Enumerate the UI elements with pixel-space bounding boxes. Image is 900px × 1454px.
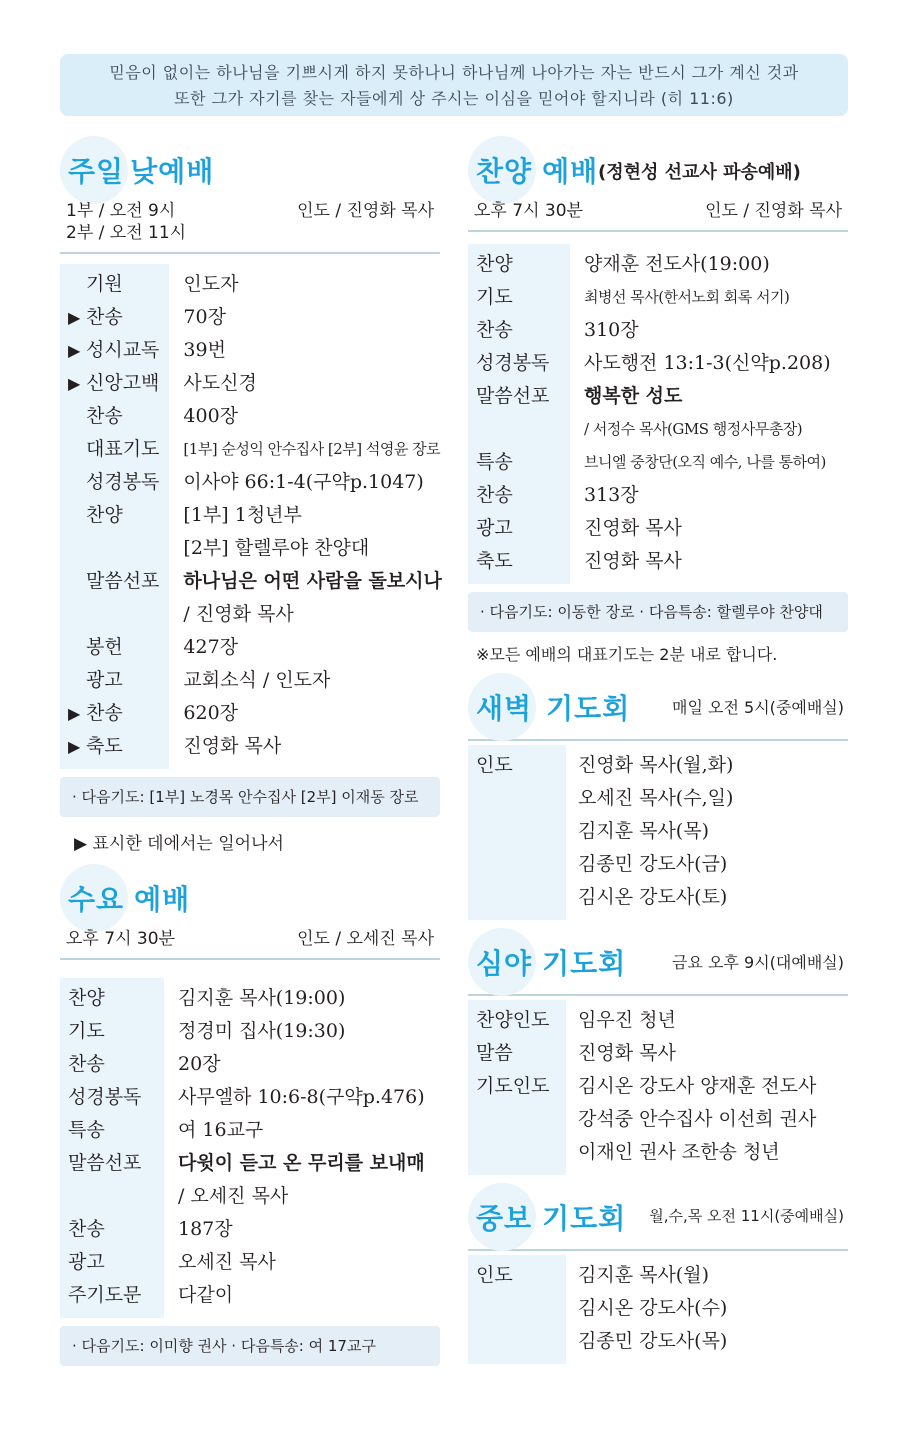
order-label bbox=[60, 1213, 164, 1246]
order-value: 187장 bbox=[178, 1218, 233, 1240]
order-value: 김종민 강도사(목) bbox=[578, 1330, 728, 1352]
order-label bbox=[60, 1246, 164, 1279]
order-value: 강석중 안수집사 이선희 권사 bbox=[578, 1108, 817, 1130]
order-value: 하나님은 어떤 사람을 돌보시나 bbox=[183, 570, 442, 592]
order-value: 사도신경 bbox=[183, 372, 257, 394]
order-label bbox=[60, 499, 169, 532]
order-value: 최병선 목사(한서노회 회록 서기) bbox=[584, 288, 790, 306]
order-label bbox=[60, 565, 169, 598]
order-label-text: 광고 bbox=[68, 1251, 105, 1273]
order-label-text: 축도 bbox=[86, 735, 123, 757]
order-label bbox=[60, 1048, 164, 1081]
order-label-text: 찬양인도 bbox=[476, 1009, 550, 1031]
order-label bbox=[468, 545, 570, 578]
sunday-service-title: 주일 낮예배 bbox=[68, 155, 215, 188]
order-label bbox=[60, 532, 169, 565]
wednesday-service-header bbox=[58, 860, 440, 922]
order-label-text: 대표기도 bbox=[86, 438, 160, 460]
order-label-text: 특송 bbox=[476, 451, 513, 473]
order-label bbox=[60, 1015, 164, 1048]
order-label bbox=[60, 466, 169, 499]
order-label-text: 성경봉독 bbox=[68, 1086, 142, 1108]
order-value: 사무엘하 10:6-8(구약p.476) bbox=[178, 1086, 425, 1108]
order-label-text: 성시교독 bbox=[86, 339, 160, 361]
order-label bbox=[468, 281, 570, 314]
order-label-text: 말씀선포 bbox=[68, 1152, 142, 1174]
order-value: [1부] 순성익 안수집사 [2부] 석영윤 장로 bbox=[183, 440, 441, 458]
sunday-time-2: 2부 / 오전 11시 bbox=[66, 223, 187, 243]
praise-service-header bbox=[466, 132, 848, 194]
order-label-text: 성경봉독 bbox=[86, 471, 160, 493]
order-label bbox=[60, 664, 169, 697]
order-label bbox=[60, 268, 169, 301]
order-label-text: 찬송 bbox=[68, 1053, 105, 1075]
order-value: 김지훈 목사(월) bbox=[578, 1264, 709, 1286]
praise-service-subtitle: (정현성 선교사 파송예배) bbox=[598, 162, 801, 183]
order-label-text: 봉헌 bbox=[86, 636, 123, 658]
night-prayer-title: 심야 기도회 bbox=[476, 947, 627, 980]
order-value: 이재인 권사 조한송 청년 bbox=[578, 1141, 780, 1163]
night-prayer-header bbox=[466, 924, 848, 986]
order-label-text: 광고 bbox=[86, 669, 123, 691]
order-label-text: 기원 bbox=[86, 273, 123, 295]
order-label bbox=[60, 301, 169, 334]
order-value: 행복한 성도 bbox=[584, 385, 683, 407]
order-label bbox=[60, 1081, 164, 1114]
order-label-text: 축도 bbox=[476, 550, 513, 572]
order-label bbox=[60, 1114, 164, 1147]
praise-order-labels bbox=[468, 244, 570, 584]
order-value: 진영화 목사 bbox=[584, 517, 682, 539]
intercession-prayer-title: 중보 기도회 bbox=[476, 1202, 627, 1235]
order-label-text: 찬양 bbox=[86, 504, 123, 526]
order-label-text: 찬송 bbox=[86, 306, 123, 328]
order-value: 다윗이 듣고 온 무리를 보내매 bbox=[178, 1152, 425, 1174]
order-value: [1부] 1청년부 bbox=[183, 504, 302, 526]
order-label-text: 기도 bbox=[476, 286, 513, 308]
order-label bbox=[60, 730, 169, 763]
order-value: 김시온 강도사(수) bbox=[578, 1297, 728, 1319]
order-label-text: 말씀선포 bbox=[86, 570, 160, 592]
sunday-leader: 인도 / 진영화 목사 bbox=[297, 201, 434, 221]
order-label bbox=[468, 347, 570, 380]
intercession-order-values bbox=[566, 1255, 848, 1364]
night-order bbox=[468, 1000, 848, 1175]
order-value: 사도행전 13:1-3(신약p.208) bbox=[584, 352, 831, 374]
praise-order-values bbox=[570, 244, 848, 584]
order-value: 이사야 66:1-4(구약p.1047) bbox=[183, 471, 424, 493]
order-value: 인도자 bbox=[183, 273, 239, 295]
order-value: 39번 bbox=[183, 339, 226, 361]
stand-arrow-icon: ▶ bbox=[68, 737, 81, 756]
dawn-order bbox=[468, 745, 848, 920]
wednesday-time: 오후 7시 30분 bbox=[66, 929, 175, 949]
order-label bbox=[468, 479, 570, 512]
order-label-text: 광고 bbox=[476, 517, 513, 539]
intercession-order-labels bbox=[468, 1255, 566, 1364]
order-value: 임우진 청년 bbox=[578, 1009, 676, 1031]
dawn-order-values bbox=[566, 745, 848, 920]
order-label-text: 특송 bbox=[68, 1119, 105, 1141]
sunday-service-header bbox=[58, 132, 440, 194]
order-label bbox=[468, 380, 570, 413]
order-label bbox=[60, 433, 169, 466]
wednesday-time-info bbox=[60, 922, 440, 960]
dawn-prayer-header bbox=[466, 669, 848, 731]
order-value: 여 16교구 bbox=[178, 1119, 264, 1141]
order-label bbox=[468, 749, 566, 782]
scripture-verse bbox=[60, 54, 848, 116]
order-label bbox=[468, 314, 570, 347]
prayer-time-remark: ※모든 예배의 대표기도는 2분 내로 합니다. bbox=[476, 645, 778, 664]
intercession-prayer-time: 월,수,목 오전 11시(중예배실) bbox=[649, 1207, 844, 1225]
order-value: 김종민 강도사(금) bbox=[578, 853, 728, 875]
order-label-text: 신앙고백 bbox=[86, 372, 160, 394]
intercession-prayer-header bbox=[466, 1179, 848, 1241]
order-value: 교회소식 / 인도자 bbox=[183, 669, 331, 691]
praise-time-info bbox=[468, 194, 848, 232]
order-label-text: 말씀선포 bbox=[476, 385, 550, 407]
sunday-next-prayer: · 다음기도: [1부] 노경목 안수집사 [2부] 이재동 장로 bbox=[60, 777, 440, 817]
order-label bbox=[468, 413, 570, 446]
order-label bbox=[60, 367, 169, 400]
order-value: / 오세진 목사 bbox=[178, 1185, 289, 1207]
sunday-time-1: 1부 / 오전 9시 bbox=[66, 201, 176, 221]
night-order-values bbox=[566, 1000, 848, 1175]
dawn-order-labels bbox=[468, 745, 566, 920]
order-value: [2부] 할렐루야 찬양대 bbox=[183, 537, 370, 559]
dawn-prayer-title: 새벽 기도회 bbox=[476, 692, 631, 725]
order-value: 양재훈 전도사(19:00) bbox=[584, 253, 770, 275]
wednesday-order bbox=[60, 978, 440, 1318]
night-prayer-time: 금요 오후 9시(대예배실) bbox=[672, 953, 844, 972]
night-order-labels bbox=[468, 1000, 566, 1175]
order-value: 진영화 목사 bbox=[584, 550, 682, 572]
order-label-text: 말씀 bbox=[476, 1042, 513, 1064]
praise-order bbox=[468, 244, 848, 584]
order-label bbox=[60, 334, 169, 367]
order-label bbox=[468, 1070, 566, 1103]
praise-leader: 인도 / 진영화 목사 bbox=[705, 201, 842, 221]
right-column bbox=[468, 132, 848, 1364]
left-column bbox=[60, 132, 440, 1366]
order-label-text: 찬송 bbox=[476, 319, 513, 341]
sunday-order-values bbox=[169, 264, 441, 769]
order-value: / 진영화 목사 bbox=[183, 603, 294, 625]
order-label bbox=[60, 982, 164, 1015]
order-value: 313장 bbox=[584, 484, 639, 506]
order-value: 오세진 목사 bbox=[178, 1251, 276, 1273]
order-label bbox=[468, 1037, 566, 1070]
order-label-text: 찬양 bbox=[476, 253, 513, 275]
stand-arrow-icon: ▶ bbox=[68, 308, 81, 327]
order-label bbox=[60, 631, 169, 664]
order-label bbox=[60, 1180, 164, 1213]
praise-time: 오후 7시 30분 bbox=[474, 201, 583, 221]
order-label-text: 인도 bbox=[476, 1264, 513, 1286]
verse-line-1: 믿음이 없이는 하나님을 기쁘시게 하지 못하나니 하나님께 나아가는 자는 반드시 그가 계신 것과 bbox=[109, 63, 799, 82]
order-value: 620장 bbox=[183, 702, 239, 724]
order-value: 브니엘 중창단(오직 예수, 나를 통하여) bbox=[584, 453, 826, 471]
order-label bbox=[468, 1259, 566, 1292]
order-label bbox=[60, 697, 169, 730]
order-label-text: 인도 bbox=[476, 754, 513, 776]
order-label bbox=[468, 446, 570, 479]
order-value: 오세진 목사(수,일) bbox=[578, 787, 734, 809]
order-label-text: 찬송 bbox=[86, 405, 123, 427]
order-value: 진영화 목사 bbox=[578, 1042, 676, 1064]
standing-remark: ▶ 표시한 데에서는 일어나서 bbox=[74, 834, 284, 854]
order-value: 다같이 bbox=[178, 1284, 234, 1306]
wednesday-order-values bbox=[164, 978, 440, 1318]
order-value: / 서정수 목사(GMS 행정사무총장) bbox=[584, 420, 803, 438]
wednesday-leader: 인도 / 오세진 목사 bbox=[297, 929, 434, 949]
order-label-text: 기도인도 bbox=[476, 1075, 550, 1097]
wednesday-service-title: 수요 예배 bbox=[68, 883, 191, 916]
order-value: 김시온 강도사(토) bbox=[578, 886, 728, 908]
order-value: 310장 bbox=[584, 319, 639, 341]
order-label bbox=[60, 1279, 164, 1312]
order-value: 진영화 목사(월,화) bbox=[578, 754, 734, 776]
verse-line-2: 또한 그가 자기를 찾는 자들에게 상 주시는 이심을 믿어야 할지니라 (히 11:6) bbox=[174, 89, 734, 108]
sunday-order bbox=[60, 264, 440, 769]
order-label bbox=[468, 512, 570, 545]
order-label-text: 기도 bbox=[68, 1020, 105, 1042]
order-label-text: 찬송 bbox=[68, 1218, 105, 1240]
stand-arrow-icon: ▶ bbox=[68, 341, 81, 360]
order-value: 김시온 강도사 양재훈 전도사 bbox=[578, 1075, 817, 1097]
order-value: 김지훈 목사(목) bbox=[578, 820, 709, 842]
order-value: 70장 bbox=[183, 306, 226, 328]
order-value: 김지훈 목사(19:00) bbox=[178, 987, 346, 1009]
praise-next-prayer: · 다음기도: 이동한 장로 · 다음특송: 할렐루야 찬양대 bbox=[468, 592, 848, 632]
order-value: 20장 bbox=[178, 1053, 221, 1075]
order-label bbox=[468, 248, 570, 281]
order-label bbox=[60, 598, 169, 631]
intercession-order bbox=[468, 1255, 848, 1364]
order-label bbox=[468, 1103, 566, 1136]
praise-service-title: 찬양 예배 bbox=[476, 155, 599, 188]
stand-arrow-icon: ▶ bbox=[68, 704, 81, 723]
order-value: 진영화 목사 bbox=[183, 735, 282, 757]
stand-arrow-icon: ▶ bbox=[68, 374, 81, 393]
order-label bbox=[468, 1004, 566, 1037]
order-value: 427장 bbox=[183, 636, 239, 658]
order-value: 400장 bbox=[183, 405, 239, 427]
wednesday-next-prayer: · 다음기도: 이미향 권사 · 다음특송: 여 17교구 bbox=[60, 1326, 440, 1366]
order-label-text: 주기도문 bbox=[68, 1284, 142, 1306]
order-value: 정경미 집사(19:30) bbox=[178, 1020, 346, 1042]
order-label bbox=[468, 1136, 566, 1169]
wednesday-order-labels bbox=[60, 978, 164, 1318]
order-label bbox=[60, 400, 169, 433]
sunday-time-info bbox=[60, 194, 440, 254]
order-label bbox=[60, 1147, 164, 1180]
order-label-text: 찬송 bbox=[476, 484, 513, 506]
order-label-text: 성경봉독 bbox=[476, 352, 550, 374]
sunday-order-labels bbox=[60, 264, 169, 769]
order-label-text: 찬송 bbox=[86, 702, 123, 724]
dawn-prayer-time: 매일 오전 5시(중예배실) bbox=[672, 698, 844, 717]
order-label-text: 찬양 bbox=[68, 987, 105, 1009]
